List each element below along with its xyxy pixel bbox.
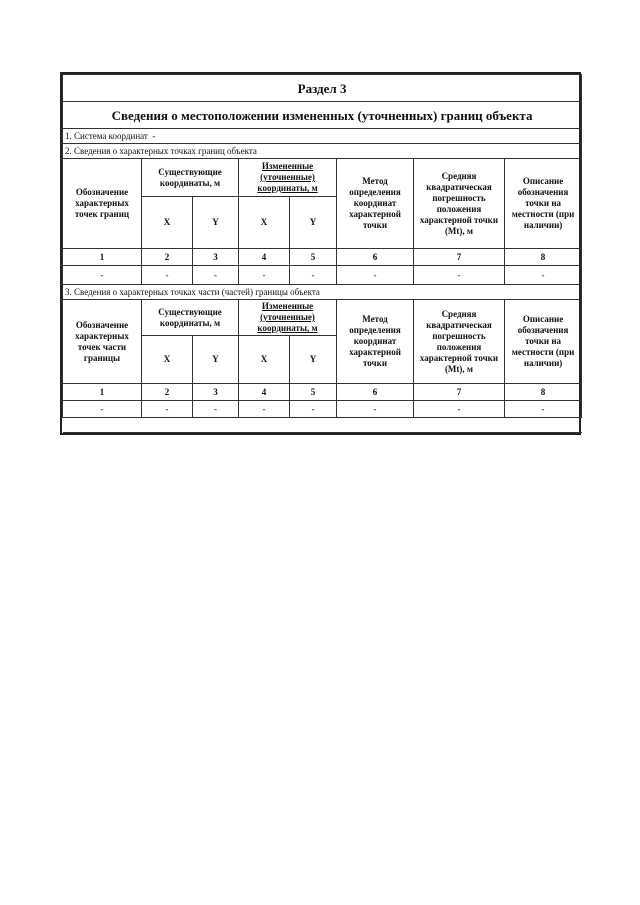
table1-caption: 2. Сведения о характерных точках границ объекта	[63, 144, 582, 159]
table2-header-description: Описание обозначения точки на местности (при наличии)	[505, 300, 582, 384]
table1-header-existing: Существующие координаты, м	[142, 159, 239, 197]
table2-caption: 3. Сведения о характерных точках части (частей) границы объекта	[63, 285, 582, 300]
table1-col-number: 6	[337, 249, 414, 266]
table1-cell: -	[414, 266, 505, 285]
table2-cell: -	[63, 401, 142, 418]
table1-col-number: 1	[63, 249, 142, 266]
table2-cell: -	[414, 401, 505, 418]
table2-col-number: 2	[142, 384, 193, 401]
table2-header-changed-x: X	[239, 336, 290, 384]
table1-cell: -	[290, 266, 337, 285]
table2-header-existing-y: Y	[193, 336, 239, 384]
section-label: Раздел 3	[63, 75, 582, 102]
table1-cell: -	[505, 266, 582, 285]
table1-header-existing-y: Y	[193, 197, 239, 249]
table2-header-method: Метод определения координат характерной точки	[337, 300, 414, 384]
table2-header-error: Средняя квадратическая погрешность положения характерной точки (Mt), м	[414, 300, 505, 384]
table2-col-number: 6	[337, 384, 414, 401]
table2-cell: -	[290, 401, 337, 418]
section-3-form	[60, 72, 581, 435]
table1-col-number: 7	[414, 249, 505, 266]
table2-col-number: 1	[63, 384, 142, 401]
table2-header-existing: Существующие координаты, м	[142, 300, 239, 336]
coordinate-system-value: -	[152, 130, 156, 141]
table2-cell: -	[193, 401, 239, 418]
table2-col-number: 5	[290, 384, 337, 401]
table2-header-existing-x: X	[142, 336, 193, 384]
table2-header-changed-y: Y	[290, 336, 337, 384]
table1-header-error: Средняя квадратическая погрешность положения характерной точки (Mt), м	[414, 159, 505, 249]
table1-header-method: Метод определения координат характерной точки	[337, 159, 414, 249]
table1-col-number: 5	[290, 249, 337, 266]
table1-cell: -	[142, 266, 193, 285]
boundary-table	[62, 74, 582, 433]
table1-cell: -	[337, 266, 414, 285]
table1-header-changed	[239, 159, 337, 197]
table1-header-changed-x: X	[239, 197, 290, 249]
table2-col-number: 8	[505, 384, 582, 401]
table2-cell: -	[505, 401, 582, 418]
section-title: Сведения о местоположении измененных (уточненных) границ объекта	[63, 102, 582, 129]
table1-header-changed-y: Y	[290, 197, 337, 249]
table1-cell: -	[193, 266, 239, 285]
table2-header-designation: Обозначение характерных точек части границы	[63, 300, 142, 384]
table1-col-number: 8	[505, 249, 582, 266]
table-bottom-spacer	[63, 418, 582, 433]
table2-cell: -	[239, 401, 290, 418]
table2-col-number: 3	[193, 384, 239, 401]
table1-col-number: 2	[142, 249, 193, 266]
table2-cell: -	[337, 401, 414, 418]
table2-col-number: 7	[414, 384, 505, 401]
table1-header-description: Описание обозначения точки на местности (при наличии)	[505, 159, 582, 249]
coordinate-system-row	[63, 129, 582, 144]
table2-header-changed-text: Измененные (уточненные) координаты, м	[257, 301, 318, 333]
table1-col-number: 4	[239, 249, 290, 266]
table1-header-designation: Обозначение характерных точек границ	[63, 159, 142, 249]
table2-header-changed	[239, 300, 337, 336]
table1-cell: -	[63, 266, 142, 285]
coordinate-system-label: 1. Система координат	[65, 130, 148, 141]
table1-cell: -	[239, 266, 290, 285]
table2-cell: -	[142, 401, 193, 418]
table2-col-number: 4	[239, 384, 290, 401]
table1-col-number: 3	[193, 249, 239, 266]
table1-header-existing-x: X	[142, 197, 193, 249]
table1-header-changed-text: Измененные (уточненные) координаты, м	[257, 161, 318, 193]
